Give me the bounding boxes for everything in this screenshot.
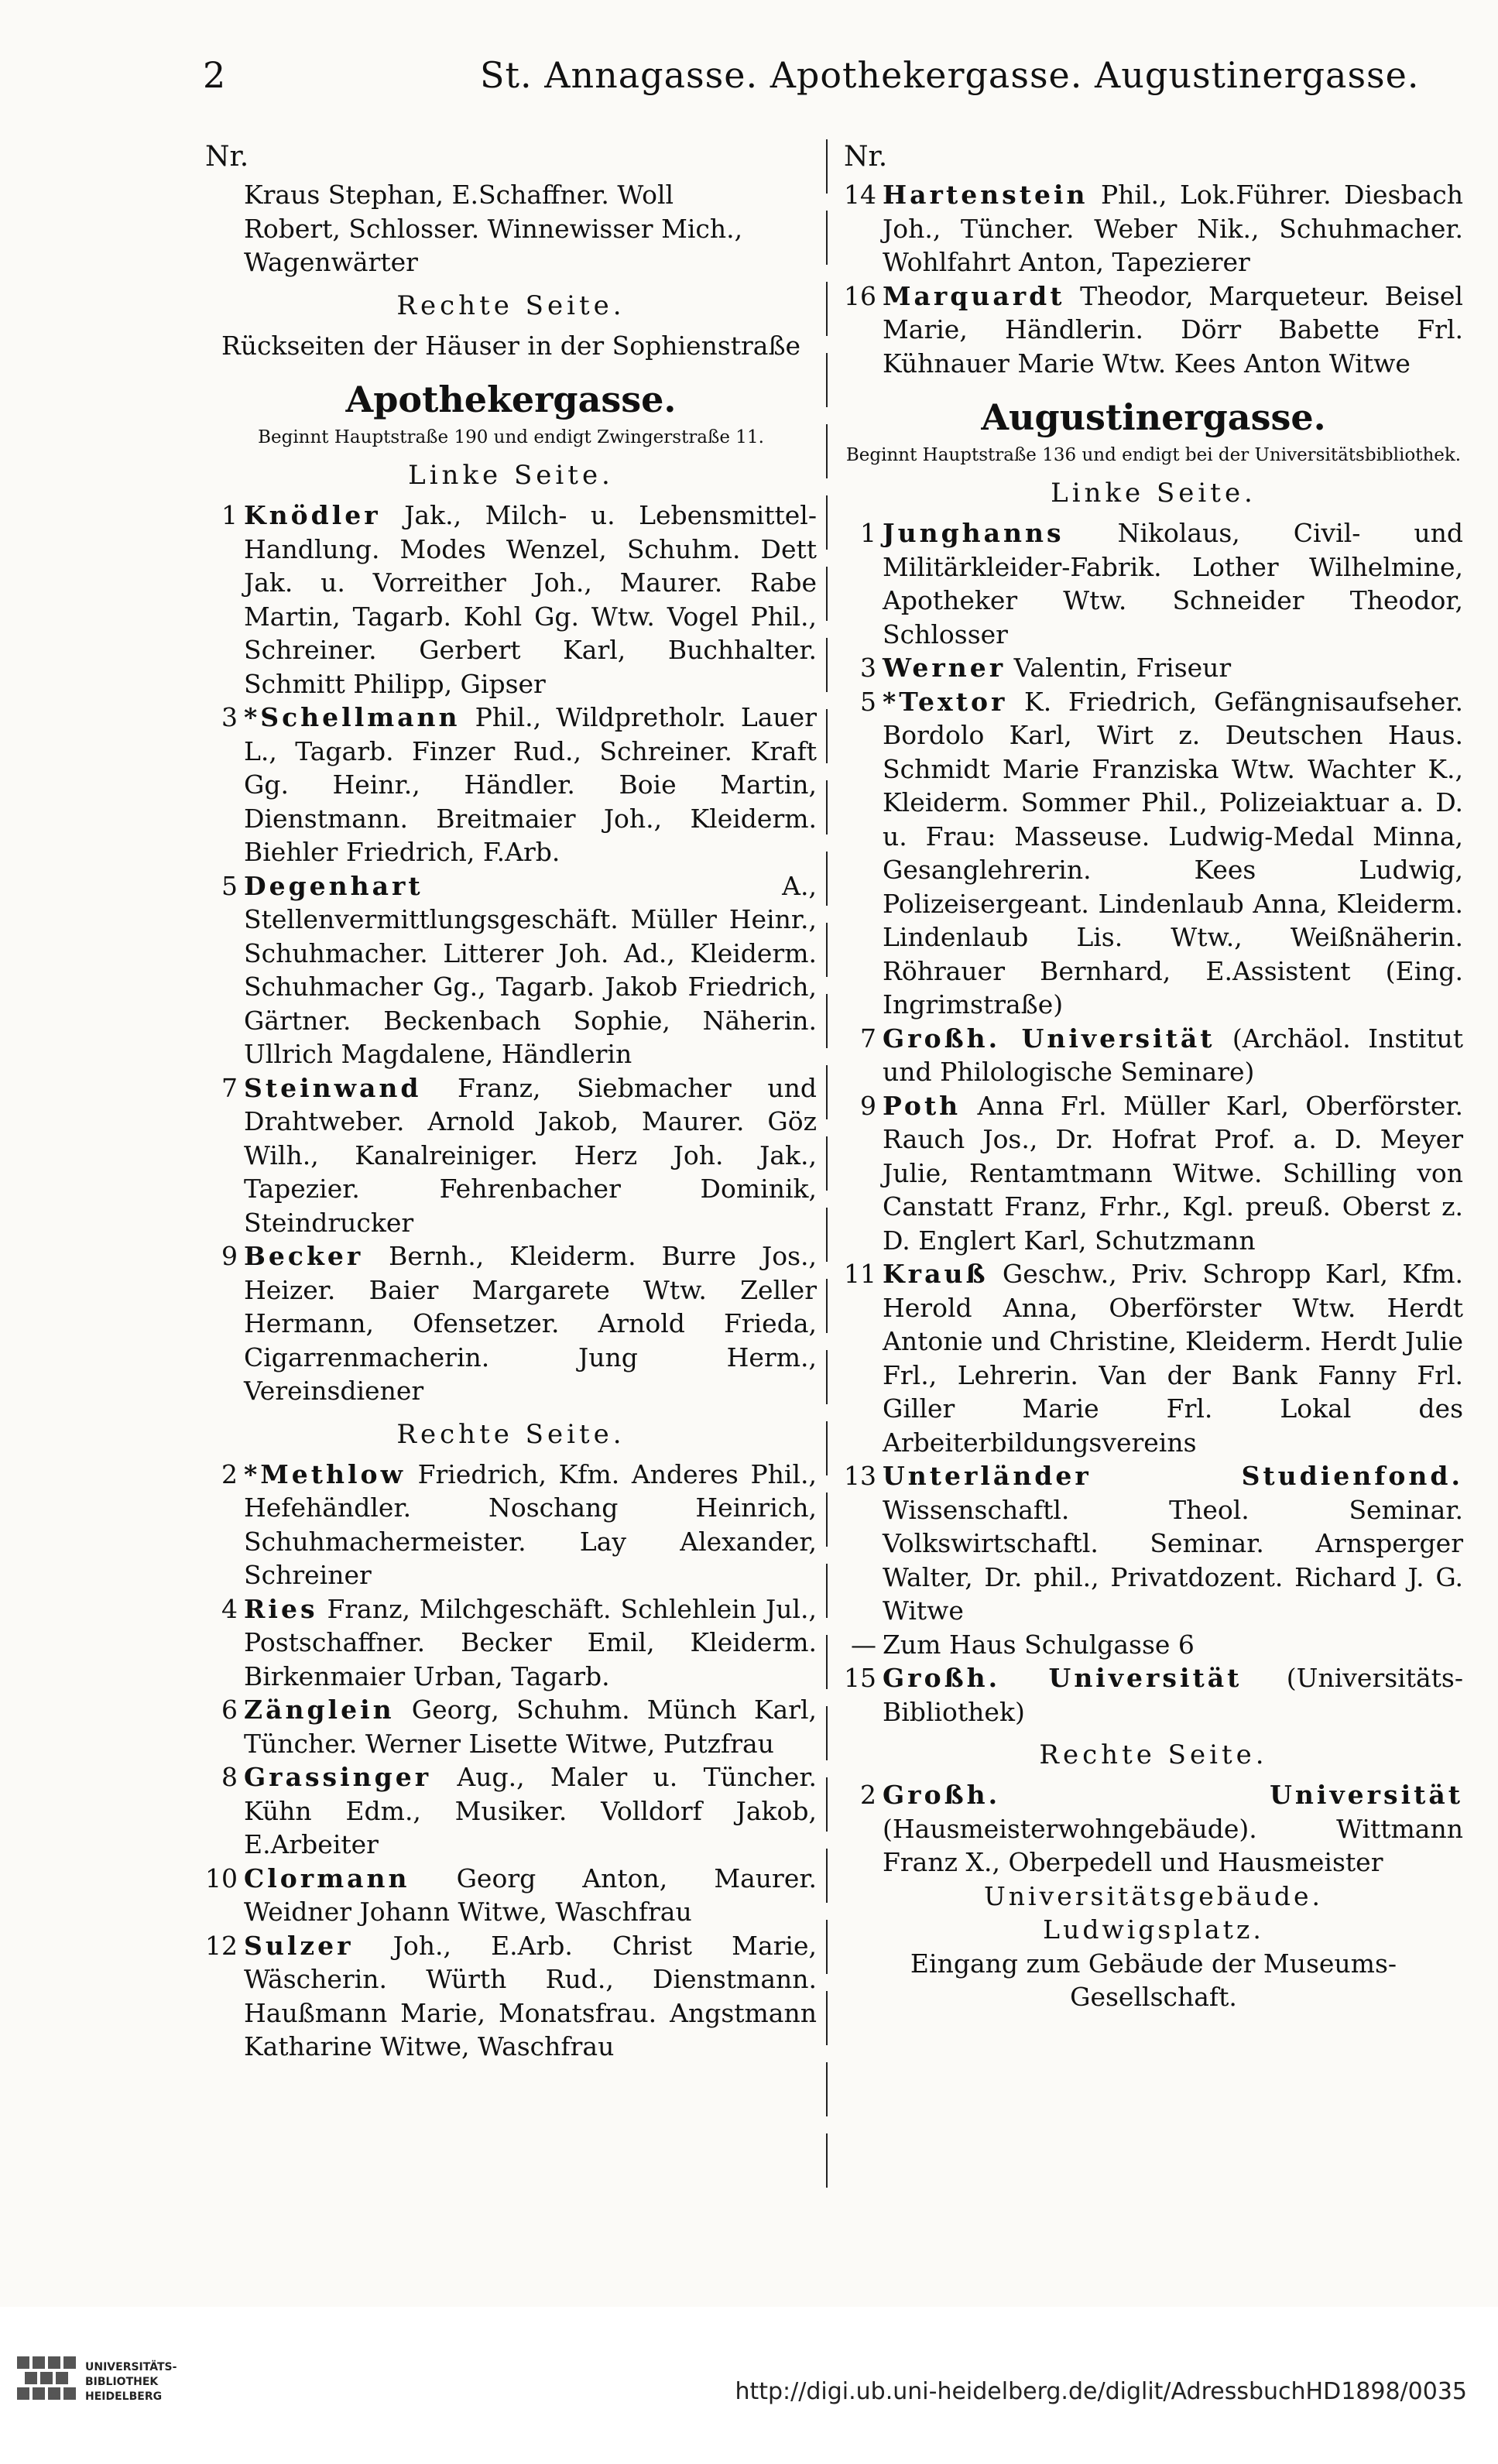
- address-entry: [205, 701, 817, 869]
- entry-head: Becker: [244, 1241, 364, 1271]
- house-number: 9: [860, 1090, 876, 1121]
- entry-text: Franz, Milchgeschäft. Schlehlein Jul., Postschaffner. Becker Emil, Kleiderm. Birkenmaier Urban, Tagarb.: [244, 1593, 817, 1691]
- street-begins-note: Beginnt Hauptstraße 190 und endigt Zwingerstraße 11.: [258, 427, 764, 447]
- entry-head: Großh. Universität: [883, 1023, 1215, 1054]
- house-number: 15: [844, 1663, 876, 1693]
- street-title-augustinergasse: Augustinergasse.: [981, 396, 1326, 438]
- entry-text: Phil., Lok.Führer. Diesbach Joh., Tüncher. Weber Nik., Schuhmacher. Wohlfahrt Anton, Tapezierer: [883, 180, 1463, 277]
- house-number: 7: [860, 1023, 876, 1054]
- nr-label: Nr.: [205, 141, 249, 173]
- entry-head: Clormann: [244, 1863, 410, 1893]
- address-entry: [844, 651, 1463, 685]
- entry-text: Bernh., Kleiderm. Burre Jos., Heizer. Baier Margarete Wtw. Zeller Hermann, Ofensetzer. Arnold Frieda, Cigarrenmacherin. Jung Herm., Vereinsdiener: [244, 1241, 817, 1406]
- entry-text: A., Stellenvermittlungsgeschäft. Müller Heinr., Schuhmacher. Litterer Joh. Ad., Kleiderm. Schuhmacher Gg., Tagarb. Jakob Friedrich, Gärtner. Beckenbach Sophie, Näherin. Ullrich Magdalene, Händlerin: [244, 870, 817, 1069]
- section-heading: Linke Seite.: [1051, 478, 1256, 509]
- entry-text: Aug., Maler u. Tüncher. Kühn Edm., Musiker. Volldorf Jakob, E.Arbeiter: [244, 1762, 817, 1859]
- section-heading: Rechte Seite.: [396, 1418, 626, 1450]
- entry-text: Geschw., Priv. Schropp Karl, Kfm. Herold Anna, Oberförster Wtw. Herdt Antonie und Christine, Kleiderm. Herdt Julie Frl., Lehrerin. Van der Bank Fanny Frl. Giller Marie Frl. Lokal des Arbeiterbildungsvereins: [883, 1259, 1463, 1458]
- carry-over-entry: [205, 178, 817, 279]
- address-entry: [205, 1592, 817, 1694]
- house-number: 13: [844, 1461, 876, 1491]
- entry-head: Hartenstein: [883, 180, 1088, 210]
- address-entry: [844, 1661, 1463, 1729]
- address-entry: [844, 1778, 1463, 1880]
- address-entry: [844, 516, 1463, 651]
- house-number: 2: [860, 1780, 876, 1810]
- nr-label: Nr.: [844, 141, 888, 173]
- entry-text: Friedrich, Kfm. Anderes Phil., Hefehändler. Noschang Heinrich, Schuhmachermeister. Lay Alexander, Schreiner: [244, 1458, 817, 1590]
- address-entry: [844, 279, 1463, 381]
- address-entry: [844, 685, 1463, 1022]
- house-number: 7: [221, 1072, 238, 1103]
- entry-head: Ries: [244, 1593, 318, 1624]
- rueckseiten-note: Rückseiten der Häuser in der Sophienstraße: [221, 330, 801, 361]
- entry-head: Poth: [883, 1090, 962, 1121]
- viewer-footer: [0, 2315, 1498, 2464]
- entry-text: (Archäol. Institut und Philologische Seminare): [883, 1023, 1463, 1087]
- entry-head: Steinwand: [244, 1072, 422, 1103]
- address-entry: [844, 1022, 1463, 1089]
- house-number: 11: [844, 1259, 876, 1289]
- entry-head: *Methlow: [244, 1458, 406, 1489]
- house-number: 1: [221, 500, 238, 530]
- house-number: 6: [221, 1695, 238, 1725]
- entry-head: Werner: [883, 653, 1006, 683]
- address-entry: [844, 1628, 1463, 1662]
- entry-head: Großh. Universität: [883, 1663, 1243, 1693]
- square-name: Ludwigsplatz.: [1043, 1914, 1264, 1945]
- section-heading: Rechte Seite.: [1039, 1739, 1268, 1770]
- entry-text: Theodor, Marqueteur. Beisel Marie, Händlerin. Dörr Babette Frl. Kühnauer Marie Wtw. Kees Anton Witwe: [883, 280, 1463, 379]
- running-title: St. Annagasse. Apothekergasse. Augustinergasse.: [480, 54, 1420, 96]
- entry-text: Jak., Milch- u. Lebensmittel-Handlung. Modes Wenzel, Schuhm. Dett Jak. u. Vorreither Joh., Maurer. Rabe Martin, Tagarb. Kohl Gg. Wtw. Vogel Phil., Schreiner. Gerbert Karl, Buchhalter. Schmitt Philipp, Gipser: [244, 500, 817, 699]
- entrance-note: Eingang zum Gebäude der Museums-Gesellschaft.: [910, 1948, 1397, 2012]
- entry-text: Nikolaus, Civil- und Militärkleider-Fabrik. Lother Wilhelmine, Apotheker Wtw. Schneider Theodor, Schlosser: [883, 518, 1463, 649]
- right-column: [844, 139, 1463, 2014]
- address-entry: [205, 1862, 817, 1929]
- house-number: 4: [221, 1593, 238, 1624]
- address-entry: [205, 1071, 817, 1240]
- entry-head: Zänglein: [244, 1695, 395, 1725]
- library-logo-text: [85, 2360, 177, 2404]
- house-number: 5: [860, 686, 876, 717]
- house-number: 1: [860, 518, 876, 548]
- section-heading: Linke Seite.: [408, 460, 614, 491]
- source-url-link[interactable]: http://digi.ub.uni-heidelberg.de/diglit/AdressbuchHD1898/0035: [735, 2378, 1467, 2405]
- entry-head: *Textor: [883, 686, 1008, 717]
- text-line: Kraus Stephan, E.Schaffner. Woll: [244, 180, 674, 210]
- entry-text: Georg Anton, Maurer. Weidner Johann Witwe, Waschfrau: [244, 1863, 817, 1927]
- logo-line: BIBLIOTHEK: [85, 2376, 159, 2388]
- entry-text: Valentin, Friseur: [1006, 653, 1232, 683]
- text-line: Wagenwärter: [244, 247, 418, 277]
- street-begins-note: Beginnt Hauptstraße 136 und endigt bei der Universitätsbibliothek.: [845, 445, 1462, 465]
- section-heading: Rechte Seite.: [396, 290, 626, 321]
- entry-head: Degenhart: [244, 870, 423, 901]
- house-number: 14: [844, 180, 876, 210]
- entry-text: Joh., E.Arb. Christ Marie, Wäscherin. Würth Rud., Dienstmann. Haußmann Marie, Monatsfrau. Angstmann Katharine Witwe, Waschfrau: [244, 1930, 817, 2061]
- address-entry: [205, 869, 817, 1071]
- entry-head: Junghanns: [883, 518, 1064, 548]
- left-column: [205, 139, 817, 2064]
- address-entry: [844, 1459, 1463, 1628]
- house-number: 9: [221, 1241, 238, 1271]
- text-line: Robert, Schlosser. Winnewisser Mich.,: [244, 213, 743, 244]
- entry-text: Zum Haus Schulgasse 6: [883, 1629, 1195, 1660]
- entry-text: Georg, Schuhm. Münch Karl, Tüncher. Werner Lisette Witwe, Putzfrau: [244, 1695, 817, 1759]
- house-number: 2: [221, 1458, 238, 1489]
- address-entry: [844, 1089, 1463, 1258]
- entry-head: *Schellmann: [244, 702, 461, 732]
- house-number: 3: [221, 702, 238, 732]
- entry-head: Großh. Universität: [883, 1780, 1463, 1810]
- house-number: 10: [205, 1863, 238, 1893]
- entry-head: Grassinger: [244, 1762, 432, 1792]
- logo-line: HEIDELBERG: [85, 2390, 163, 2403]
- logo-line: UNIVERSITÄTS-: [85, 2361, 177, 2373]
- entry-text: Wissenschaftl. Theol. Seminar. Volkswirtschaftl. Seminar. Arnsperger Walter, Dr. phil., Privatdozent. Richard J. G. Witwe: [883, 1494, 1463, 1626]
- house-number: 5: [221, 870, 238, 901]
- address-entry: [205, 1693, 817, 1760]
- entry-head: Krauß: [883, 1259, 989, 1289]
- entry-head: Marquardt: [883, 280, 1065, 311]
- entry-text: K. Friedrich, Gefängnisaufseher. Bordolo Karl, Wirt z. Deutschen Haus. Schmidt Marie Franziska Wtw. Wachter K., Kleiderm. Sommer Phil., Polizeiaktuar a. D. u. Frau: Masseuse. Ludwig-Medal Minna, Gesanglehrerin. Kees Ludwig, Polizeisergeant. Lindenlaub Anna, Kleiderm. Lindenlaub Lis. Wtw., Weißnäherin. Röhrauer Bernhard, E.Assistent (Eing. Ingrimstraße): [883, 686, 1463, 1020]
- entry-text: (Universitäts-Bibliothek): [883, 1663, 1464, 1727]
- page-number: 2: [203, 54, 226, 96]
- street-title-apothekergasse: Apothekergasse.: [345, 379, 677, 420]
- entry-text: (Hausmeisterwohngebäude). Wittmann Franz X., Oberpedell und Hausmeister: [883, 1813, 1463, 1877]
- entry-text: Phil., Wildpretholr. Lauer L., Tagarb. Finzer Rud., Schreiner. Kraft Gg. Heinr., Händler. Boie Martin, Dienstmann. Breitmaier Joh., Kleiderm. Biehler Friedrich, F.Arb.: [244, 702, 817, 867]
- house-number: 3: [860, 653, 876, 683]
- entry-text: Anna Frl. Müller Karl, Oberförster. Rauch Jos., Dr. Hofrat Prof. a. D. Meyer Julie, Rentamtmann Witwe. Schilling von Canstatt Franz, Frhr., Kgl. preuß. Oberst z. D. Englert Karl, Schutzmann: [883, 1090, 1463, 1256]
- entry-head: Unterländer Studienfond.: [883, 1461, 1463, 1491]
- building-name: Universitätsgebäude.: [983, 1880, 1324, 1911]
- address-entry: [205, 1929, 817, 2064]
- house-number: 12: [205, 1930, 238, 1961]
- column-divider: [826, 139, 828, 2198]
- address-entry: [205, 1458, 817, 1592]
- address-entry: [844, 178, 1463, 279]
- address-entry: [205, 1239, 817, 1408]
- address-entry: [205, 1760, 817, 1862]
- page-header: [0, 54, 1498, 101]
- entry-head: Knödler: [244, 500, 381, 530]
- address-entry: [844, 1257, 1463, 1459]
- house-number: 8: [221, 1762, 238, 1792]
- house-number: —: [851, 1629, 876, 1660]
- entry-head: Sulzer: [244, 1930, 354, 1961]
- house-number: 16: [844, 280, 876, 311]
- entry-text: Franz, Siebmacher und Drahtweber. Arnold Jakob, Maurer. Göz Wilh., Kanalreiniger. Herz Joh. Jak., Tapezier. Fehrenbacher Dominik, Steindrucker: [244, 1072, 817, 1238]
- address-entry: [205, 499, 817, 701]
